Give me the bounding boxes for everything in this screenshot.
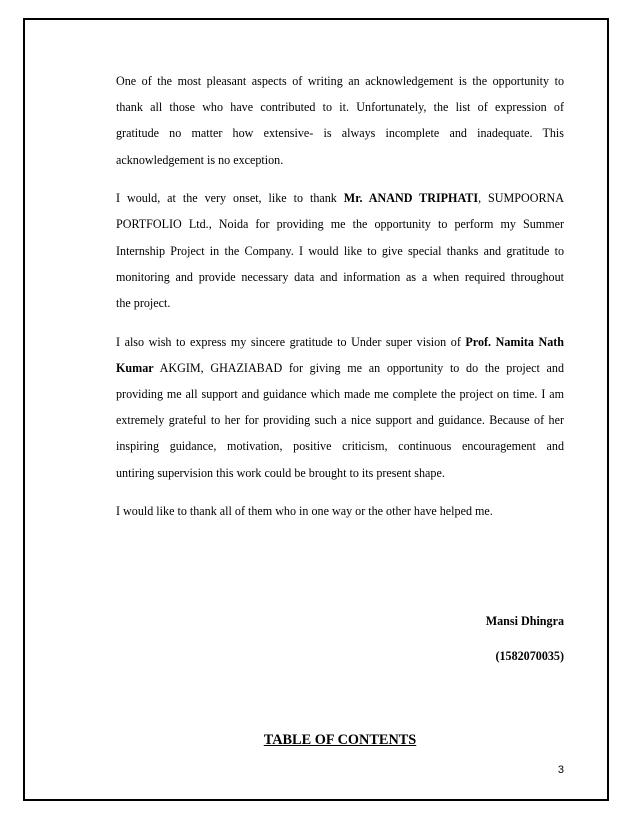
text-line: One of the most pleasant aspects of writing an acknowledgement is the opportunity to (116, 74, 564, 88)
page-number: 3 (557, 764, 564, 776)
mentor-name: Mr. ANAND TRIPHATI (343, 191, 479, 206)
text-run: AKGIM, GHAZIABAD for giving me an opportunity to do the project and (153, 360, 564, 375)
text-line: monitoring and provide necessary data and information as a when required throughout (116, 269, 564, 284)
text-line (116, 185, 564, 211)
text-line: inspiring guidance, motivation, positive criticism, continuous encouragement and (116, 439, 564, 454)
supervisor-name: Prof. Namita Nath (465, 334, 564, 349)
signature-roll-number: (1582070035) (495, 649, 564, 663)
document-body (116, 68, 564, 776)
text-run: I also wish to express my sincere gratitude to Under super vision of (116, 334, 466, 349)
text-line: I would like to thank all of them who in one way or the other have helped me. (116, 504, 493, 519)
text-line: gratitude no matter how extensive- is always incomplete and inadequate. This (116, 126, 564, 141)
text-run: I would, at the very onset, like to thank (116, 191, 344, 206)
paragraph-thanks-supervisor (116, 329, 564, 486)
supervisor-name: Kumar (116, 360, 154, 375)
text-line (116, 329, 564, 355)
text-run: , SUMPOORNA (478, 191, 564, 206)
text-line (116, 355, 564, 381)
text-line: thank all those who have contributed to it. Unfortunately, the list of expression of (116, 100, 564, 115)
text-line: PORTFOLIO Ltd., Noida for providing me the opportunity to perform my Summer (116, 217, 564, 232)
text-line: extremely grateful to her for providing such a nice support and guidance. Because of her (116, 413, 564, 428)
paragraph-closing (116, 498, 564, 524)
text-line: Internship Project in the Company. I would like to give special thanks and gratitude to (116, 243, 564, 258)
signature-name: Mansi Dhingra (485, 614, 564, 628)
text-line: untiring supervision this work could be brought to its present shape. (116, 465, 445, 480)
toc-heading: TABLE OF CONTENTS (263, 732, 417, 748)
text-line: acknowledgement is no exception. (116, 152, 284, 167)
text-line: the project. (116, 296, 171, 310)
text-line: providing me all support and guidance which made me complete the project on time. I am (116, 387, 564, 402)
paragraph-intro (116, 68, 564, 173)
paragraph-thanks-company (116, 185, 564, 316)
